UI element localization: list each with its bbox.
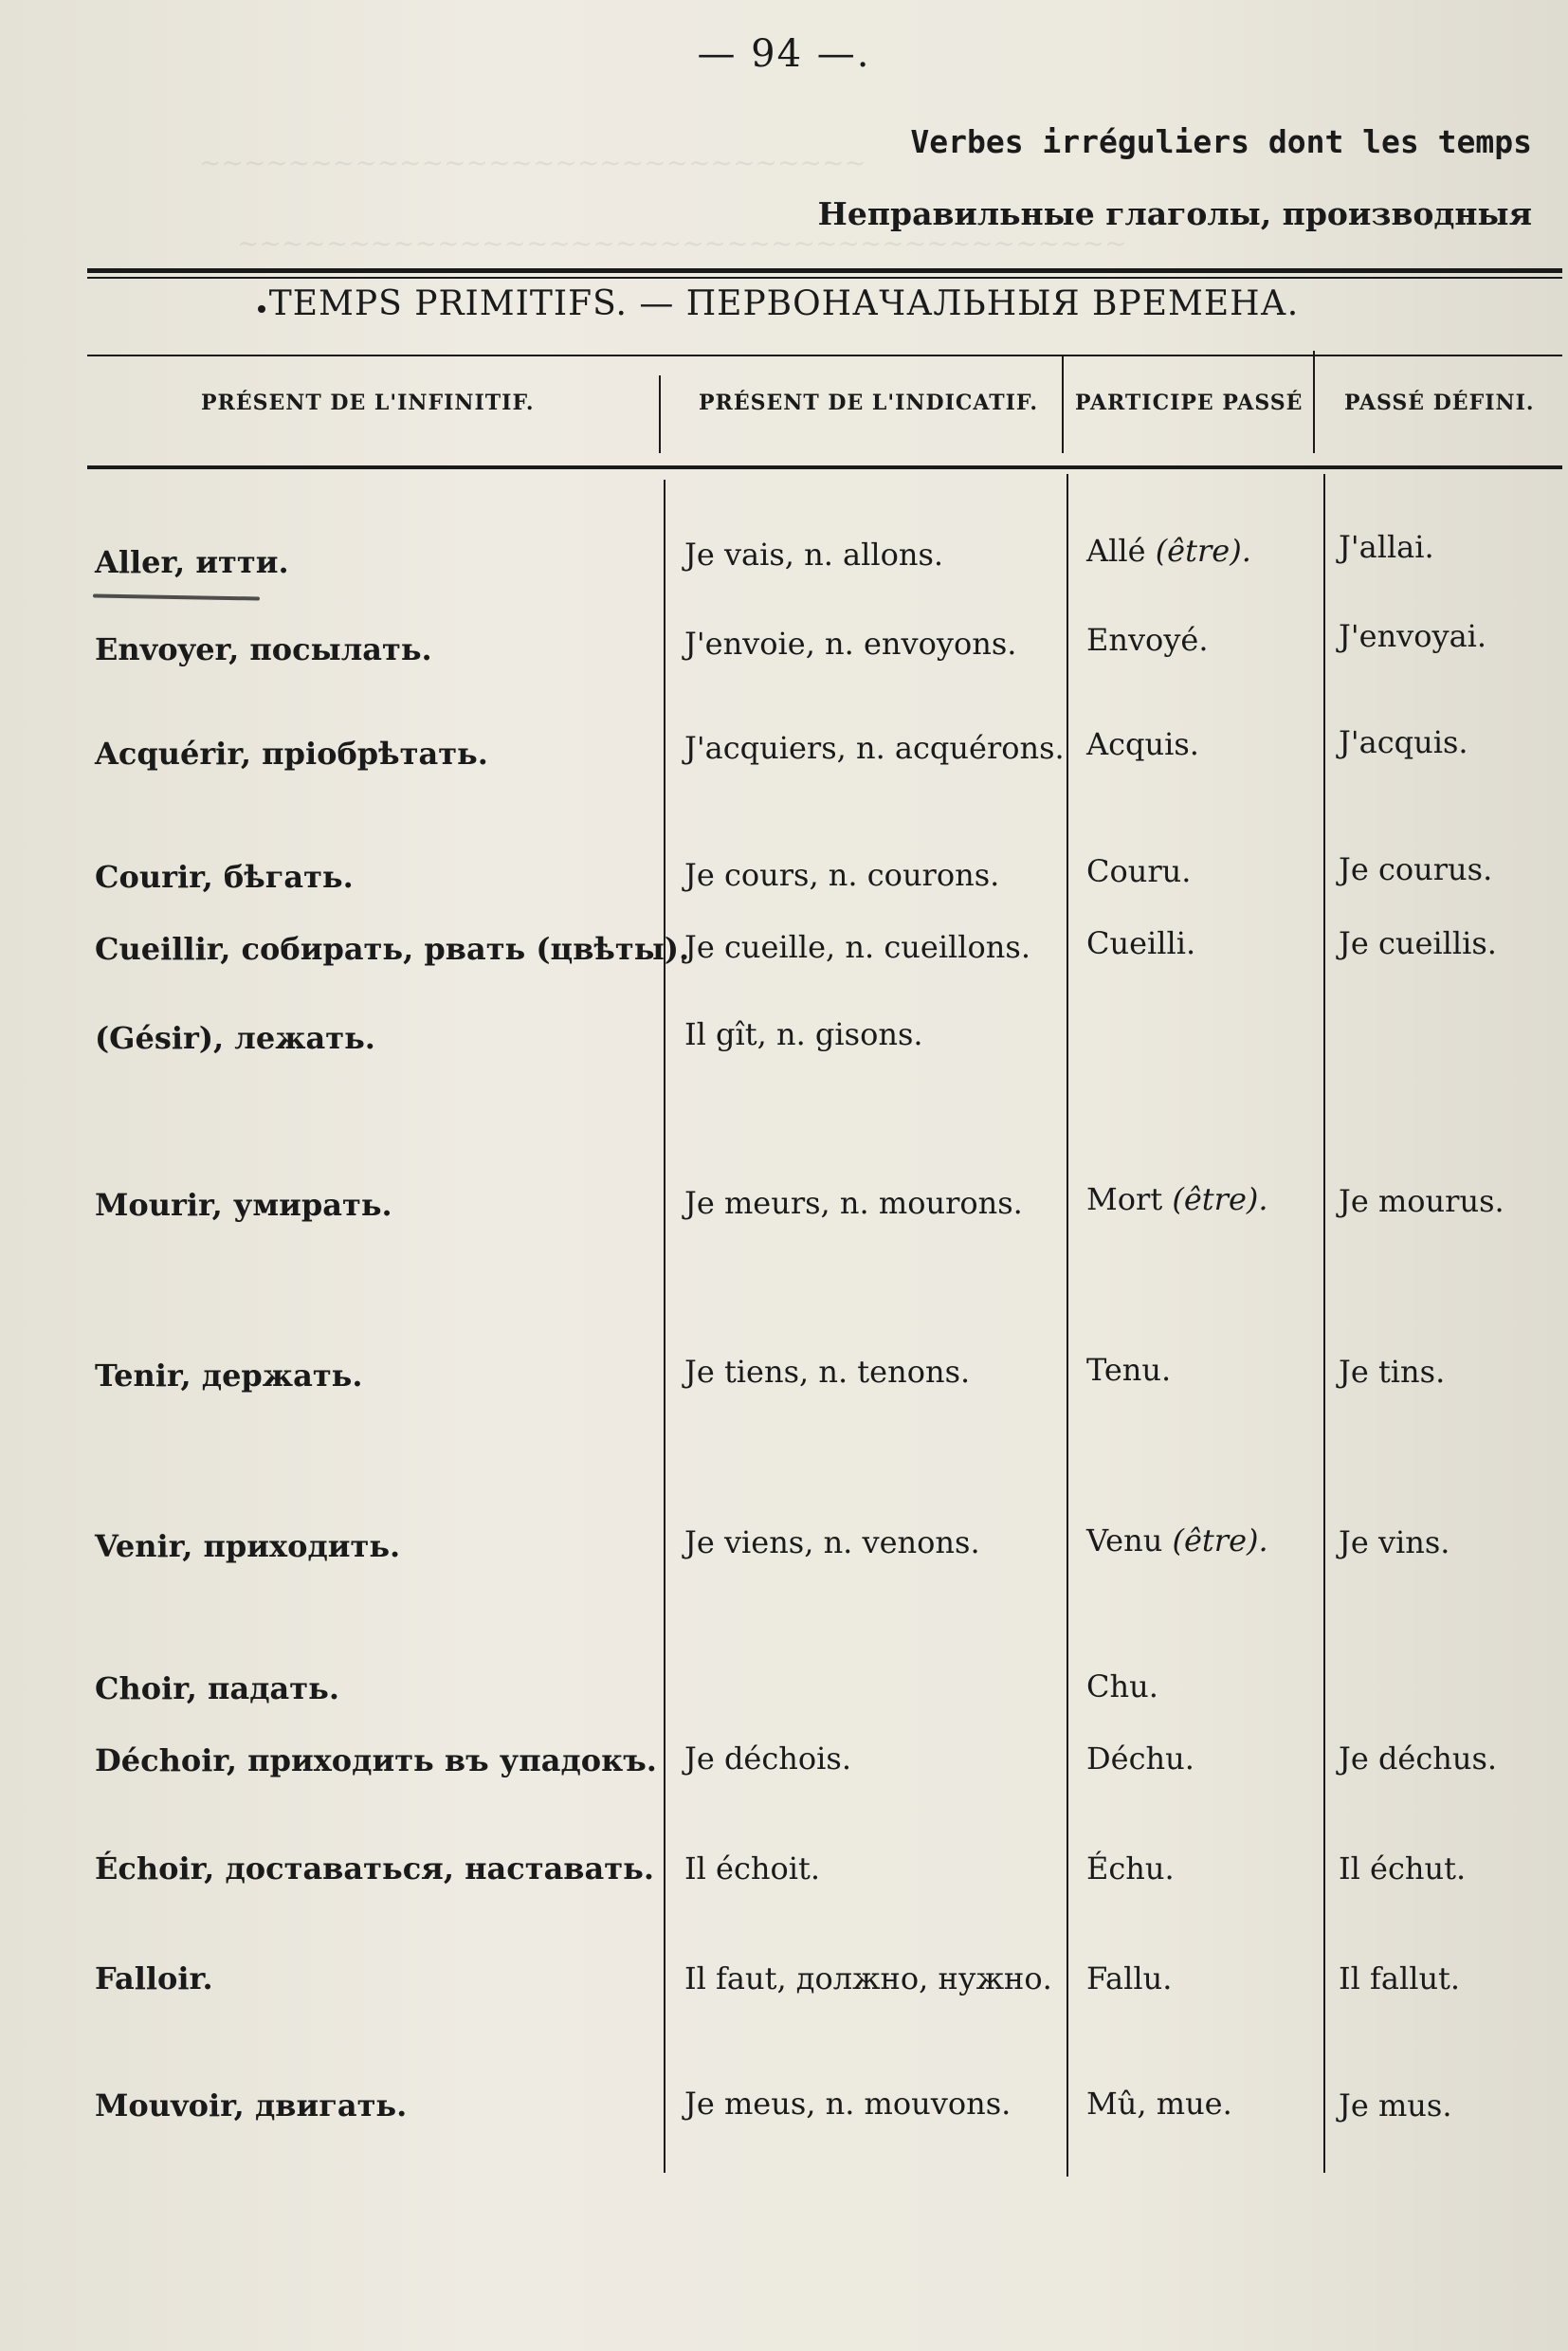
table-row-passe: J'acquis. — [1339, 724, 1468, 760]
table-row-participe: Envoyé. — [1086, 622, 1209, 658]
table-row-participe: Échu. — [1086, 1850, 1175, 1886]
header-rule — [87, 465, 1562, 469]
column-divider — [1313, 351, 1315, 453]
table-row-participe: Acquis. — [1086, 726, 1199, 762]
table-row-participe: Mort (être). — [1086, 1181, 1268, 1217]
table-row-indicatif: Je viens, n. venons. — [684, 1524, 980, 1560]
column-header-participe: PARTICIPE PASSÉ — [1075, 391, 1304, 415]
table-row-passe: Il échut. — [1339, 1850, 1467, 1886]
table-row-infinitif: (Gésir), лежать. — [95, 1020, 375, 1056]
table-row-infinitif: Courir, бѣгать. — [95, 859, 354, 895]
table-row-participe: Allé (être). — [1086, 533, 1251, 569]
table-row-infinitif: Déchoir, приходить въ упадокъ. — [95, 1742, 657, 1778]
table-row-infinitif: Envoyer, посылать. — [95, 631, 432, 667]
table-row-infinitif: Échoir, доставаться, наставать. — [95, 1850, 654, 1886]
table-row-indicatif: Je vais, n. allons. — [684, 537, 944, 573]
table-row-infinitif: Mouvoir, двигать. — [95, 2087, 408, 2123]
header-french: Verbes irréguliers dont les temps — [910, 123, 1532, 160]
table-row-participe: Cueilli. — [1086, 925, 1196, 961]
table-row-participe: Déchu. — [1086, 1740, 1194, 1777]
top-rule-thin — [87, 277, 1562, 279]
table-row-infinitif: Venir, приходить. — [95, 1528, 401, 1564]
show-through: ~~~~~~~~~~~~~~~~~~~~~~~~~~~~~~ — [199, 147, 866, 178]
column-divider — [659, 375, 661, 453]
table-row-indicatif: Il échoit. — [684, 1850, 821, 1886]
table-row-participe: Fallu. — [1086, 1960, 1173, 1996]
table-row-participe: Mû, mue. — [1086, 2086, 1232, 2122]
show-through: ~~~~~~~~~~~~~~~~~~~~~~~~~~~~~~~~~~~~~~~~ — [237, 228, 1127, 259]
header-russian: Неправильные глаголы, производныя — [817, 195, 1532, 232]
column-header-passe: PASSÉ DÉFINI. — [1344, 391, 1535, 415]
table-row-participe: Chu. — [1086, 1668, 1158, 1704]
table-row-participe: Couru. — [1086, 853, 1192, 889]
table-row-indicatif: Il faut, должно, нужно. — [684, 1960, 1052, 1996]
table-row-indicatif: Je cours, n. courons. — [684, 857, 1000, 893]
table-row-indicatif: Je tiens, n. tenons. — [684, 1354, 971, 1390]
table-row-infinitif: Tenir, держать. — [95, 1358, 363, 1394]
table-row-infinitif: Cueillir, собирать, рвать (цвѣты). — [95, 931, 690, 967]
table-row-passe: Je cueillis. — [1339, 925, 1497, 961]
column-header-infinitif: PRÉSENT DE L'INFINITIF. — [201, 391, 535, 415]
table-row-passe: Je vins. — [1339, 1524, 1450, 1560]
top-rule-thick — [87, 268, 1562, 273]
table-row-infinitif: Acquérir, пріобрѣтать. — [95, 736, 488, 772]
table-row-indicatif: Je meus, n. mouvons. — [684, 2086, 1012, 2122]
auxiliary-note: (être). — [1172, 1522, 1268, 1558]
table-row-indicatif: J'envoie, n. envoyons. — [684, 626, 1017, 662]
section-rule — [87, 355, 1562, 356]
table-row-passe: Je tins. — [1339, 1354, 1446, 1390]
table-row-infinitif: Mourir, умирать. — [95, 1187, 392, 1223]
column-divider — [664, 480, 665, 2173]
table-row-indicatif: Je déchois. — [684, 1740, 851, 1777]
column-divider — [1062, 356, 1064, 453]
table-row-indicatif: Je meurs, n. mourons. — [684, 1185, 1023, 1221]
table-row-passe: Je mourus. — [1339, 1183, 1504, 1219]
table-row-passe: Je déchus. — [1339, 1740, 1498, 1777]
column-header-indicatif: PRÉSENT DE L'INDICATIF. — [699, 391, 1038, 415]
table-row-infinitif: Choir, падать. — [95, 1670, 339, 1706]
auxiliary-note: (être). — [1172, 1181, 1268, 1217]
table-row-participe: Tenu. — [1086, 1352, 1172, 1388]
column-divider — [1323, 474, 1325, 2173]
pencil-underline — [93, 593, 260, 600]
table-row-passe: J'allai. — [1339, 529, 1434, 565]
auxiliary-note: (être). — [1155, 533, 1251, 569]
page-number: — 94 —. — [697, 32, 871, 76]
table-row-passe: J'envoyai. — [1339, 618, 1487, 654]
table-row-infinitif: Falloir. — [95, 1960, 213, 1996]
table-row-indicatif: J'acquiers, n. acquérons. — [684, 730, 1065, 766]
table-row-passe: Il fallut. — [1339, 1960, 1461, 1996]
table-row-passe: Je mus. — [1339, 2087, 1452, 2123]
table-row-infinitif: Aller, итти. — [95, 544, 289, 580]
table-row-indicatif: Il gît, n. gisons. — [684, 1016, 923, 1052]
section-title: TEMPS PRIMITIFS. — ПЕРВОНАЧАЛЬНЫЯ ВРЕМЕНА. — [268, 284, 1300, 323]
table-row-passe: Je courus. — [1339, 851, 1493, 887]
table-row-participe: Venu (être). — [1086, 1522, 1268, 1558]
column-divider — [1067, 474, 1068, 2177]
table-row-indicatif: Je cueille, n. cueillons. — [684, 929, 1030, 965]
